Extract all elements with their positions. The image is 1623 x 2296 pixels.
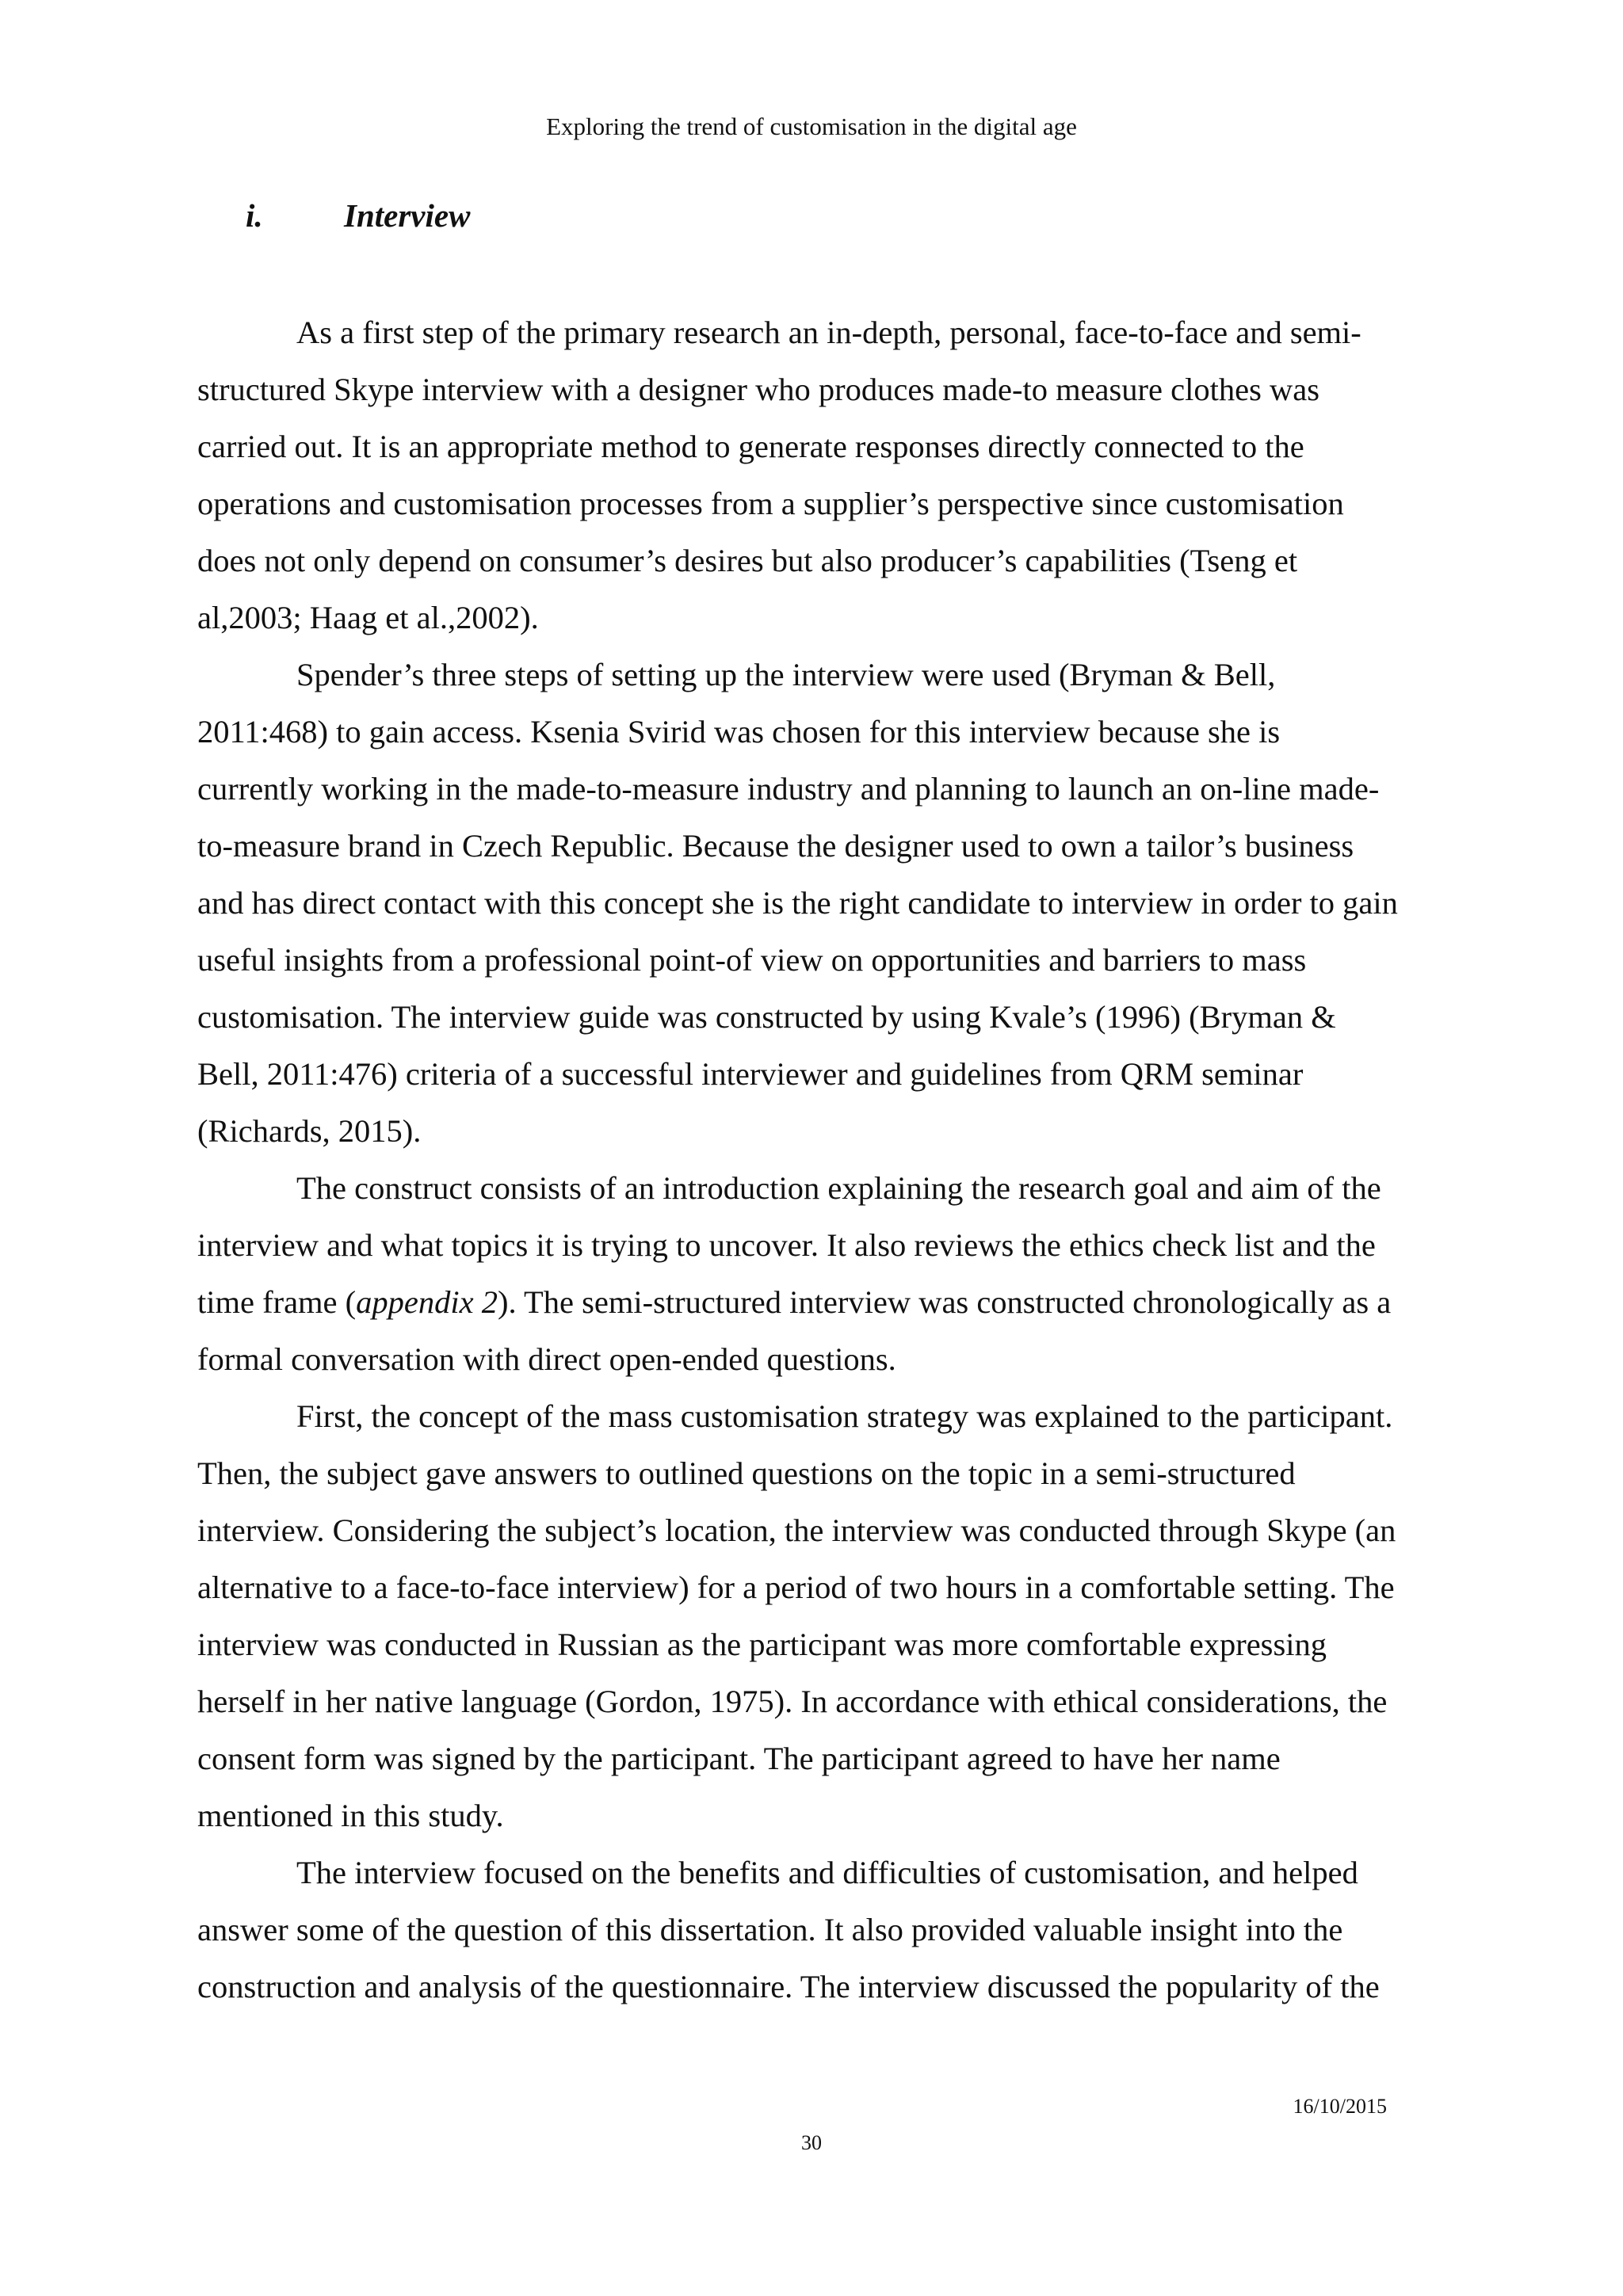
paragraph-line: to-measure brand in Czech Republic. Because the designer used to own a tailor’s business [197,828,1354,864]
paragraph-line: and has direct contact with this concept she is the right candidate to interview in order to gain [197,885,1398,921]
paragraph-line: herself in her native language (Gordon, 1975). In accordance with ethical considerations, the [197,1684,1388,1719]
paragraph-line: Bell, 2011:476) criteria of a successful interviewer and guidelines from QRM seminar [197,1056,1304,1092]
paragraph-line: 2011:468) to gain access. Ksenia Svirid was chosen for this interview because she is [197,714,1281,749]
section-number: i. [246,197,263,234]
paragraph-line: formal conversation with direct open-ended questions. [197,1341,896,1377]
paragraph-line: operations and customisation processes from a supplier’s perspective since customisation [197,486,1344,521]
paragraph-line [197,1274,1435,1331]
paragraph-line: The construct consists of an introduction explaining the research goal and aim of the [296,1170,1381,1206]
paragraph-line: interview was conducted in Russian as the participant was more comfortable expressing [197,1627,1327,1662]
paragraph-line: consent form was signed by the participant. The participant agreed to have her name [197,1741,1281,1776]
paragraph-line: al,2003; Haag et al.,2002). [197,600,539,635]
paragraph-line: interview and what topics it is trying to uncover. It also reviews the ethics check list and the [197,1227,1376,1263]
appendix-reference: appendix 2 [356,1284,498,1320]
paragraph-line: currently working in the made-to-measure industry and planning to launch an on-line made- [197,771,1380,807]
body-text [197,304,1435,2016]
footer-date: 16/10/2015 [1293,2095,1387,2118]
paragraph-line: The interview focused on the benefits and difficulties of customisation, and helped [296,1855,1358,1890]
paragraph-line: structured Skype interview with a designer who produces made-to measure clothes was [197,372,1319,407]
paragraph-line: (Richards, 2015). [197,1113,422,1149]
paragraph-line: Spender’s three steps of setting up the interview were used (Bryman & Bell, [296,657,1276,692]
line-text-before: time frame ( [197,1284,357,1320]
paragraph-line: construction and analysis of the questionnaire. The interview discussed the popularity of the [197,1969,1380,2004]
paragraph-line: As a first step of the primary research an in-depth, personal, face-to-face and semi- [296,315,1361,350]
section-title: Interview [344,197,471,234]
paragraph-line: answer some of the question of this dissertation. It also provided valuable insight into the [197,1912,1343,1947]
paragraph-line: customisation. The interview guide was constructed by using Kvale’s (1996) (Bryman & [197,999,1336,1035]
paragraph-line: Then, the subject gave answers to outlined questions on the topic in a semi-structured [197,1455,1296,1491]
paragraph-line: alternative to a face-to-face interview) for a period of two hours in a comfortable setting. The [197,1569,1395,1605]
paragraph-line: carried out. It is an appropriate method to generate responses directly connected to the [197,429,1304,464]
running-header: Exploring the trend of customisation in the digital age [546,113,1077,140]
paragraph-line: First, the concept of the mass customisation strategy was explained to the participant. [296,1398,1393,1434]
paragraph-line: does not only depend on consumer’s desires but also producer’s capabilities (Tseng et [197,543,1298,578]
line-text-after: ). The semi-structured interview was constructed chronologically as a [498,1284,1392,1320]
section-heading [246,193,470,238]
paragraph-line: interview. Considering the subject’s location, the interview was conducted through Skype (an [197,1512,1396,1548]
paragraph-line: mentioned in this study. [197,1798,504,1833]
paragraph-line: useful insights from a professional point-of view on opportunities and barriers to mass [197,942,1307,978]
page-number: 30 [801,2131,822,2154]
